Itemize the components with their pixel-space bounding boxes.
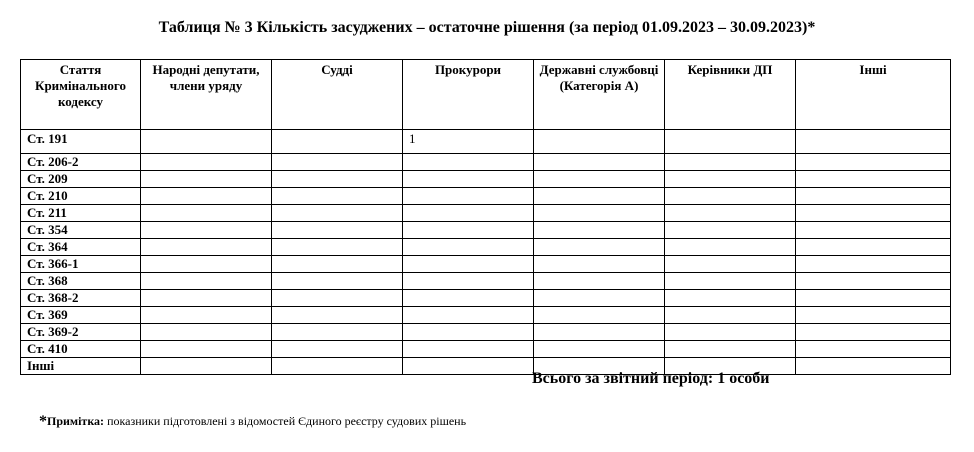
article-cell: Інші bbox=[21, 358, 141, 375]
article-cell: Ст. 211 bbox=[21, 205, 141, 222]
article-cell: Ст. 369 bbox=[21, 307, 141, 324]
header-prosecutors: Прокурори bbox=[403, 60, 534, 130]
value-cell bbox=[796, 273, 951, 290]
article-cell: Ст. 366-1 bbox=[21, 256, 141, 273]
table-row bbox=[21, 358, 951, 375]
value-cell bbox=[141, 324, 272, 341]
value-cell bbox=[796, 130, 951, 154]
convictions-table bbox=[20, 59, 951, 375]
header-mps: Народні депутати, члени уряду bbox=[141, 60, 272, 130]
value-cell bbox=[665, 256, 796, 273]
value-cell bbox=[272, 256, 403, 273]
article-cell: Ст. 410 bbox=[21, 341, 141, 358]
value-cell bbox=[272, 290, 403, 307]
value-cell bbox=[665, 130, 796, 154]
table-row bbox=[21, 222, 951, 239]
article-cell: Ст. 206-2 bbox=[21, 154, 141, 171]
value-cell bbox=[403, 256, 534, 273]
value-cell bbox=[272, 205, 403, 222]
value-cell bbox=[403, 188, 534, 205]
article-cell: Ст. 369-2 bbox=[21, 324, 141, 341]
table-row bbox=[21, 256, 951, 273]
value-cell bbox=[534, 130, 665, 154]
value-cell bbox=[796, 307, 951, 324]
value-cell bbox=[665, 273, 796, 290]
value-cell bbox=[665, 307, 796, 324]
value-cell bbox=[665, 188, 796, 205]
value-cell bbox=[665, 290, 796, 307]
value-cell bbox=[534, 222, 665, 239]
value-cell bbox=[272, 130, 403, 154]
value-cell bbox=[534, 171, 665, 188]
header-civil-servants: Державні службовці (Категорія А) bbox=[534, 60, 665, 130]
value-cell bbox=[796, 358, 951, 375]
table-row bbox=[21, 205, 951, 222]
value-cell bbox=[534, 324, 665, 341]
table-row bbox=[21, 307, 951, 324]
value-cell bbox=[403, 324, 534, 341]
value-cell bbox=[403, 307, 534, 324]
value-cell bbox=[141, 307, 272, 324]
value-cell bbox=[272, 273, 403, 290]
value-cell bbox=[272, 341, 403, 358]
footnote bbox=[39, 413, 466, 430]
value-cell bbox=[403, 239, 534, 256]
table-row bbox=[21, 239, 951, 256]
value-cell bbox=[141, 256, 272, 273]
value-cell bbox=[272, 222, 403, 239]
value-cell bbox=[272, 307, 403, 324]
value-cell bbox=[141, 130, 272, 154]
value-cell bbox=[796, 171, 951, 188]
value-cell bbox=[796, 222, 951, 239]
value-cell bbox=[534, 188, 665, 205]
value-cell bbox=[403, 341, 534, 358]
table-body bbox=[21, 130, 951, 375]
value-cell bbox=[665, 324, 796, 341]
value-cell bbox=[141, 239, 272, 256]
value-cell bbox=[272, 358, 403, 375]
value-cell bbox=[141, 188, 272, 205]
article-cell: Ст. 210 bbox=[21, 188, 141, 205]
value-cell bbox=[796, 205, 951, 222]
value-cell: 1 bbox=[403, 130, 534, 154]
value-cell bbox=[141, 341, 272, 358]
value-cell bbox=[665, 154, 796, 171]
value-cell bbox=[534, 154, 665, 171]
article-cell: Ст. 368-2 bbox=[21, 290, 141, 307]
value-cell bbox=[796, 239, 951, 256]
table-row bbox=[21, 130, 951, 154]
value-cell bbox=[534, 307, 665, 324]
header-article: Стаття Кримінального кодексу bbox=[21, 60, 141, 130]
table-title: Таблиця № 3 Кількість засуджених – остаточне рішення (за період 01.09.2023 – 30.09.2023)* bbox=[158, 19, 816, 36]
value-cell bbox=[403, 290, 534, 307]
table-row bbox=[21, 188, 951, 205]
value-cell bbox=[403, 154, 534, 171]
header-row bbox=[21, 60, 951, 130]
value-cell bbox=[665, 341, 796, 358]
value-cell bbox=[796, 341, 951, 358]
value-cell bbox=[534, 341, 665, 358]
footnote-marker: * bbox=[39, 413, 47, 430]
table-row bbox=[21, 324, 951, 341]
value-cell bbox=[665, 239, 796, 256]
article-cell: Ст. 364 bbox=[21, 239, 141, 256]
value-cell bbox=[534, 256, 665, 273]
value-cell bbox=[796, 154, 951, 171]
value-cell bbox=[534, 290, 665, 307]
value-cell bbox=[141, 222, 272, 239]
table-row bbox=[21, 273, 951, 290]
value-cell bbox=[272, 239, 403, 256]
value-cell bbox=[403, 273, 534, 290]
article-cell: Ст. 209 bbox=[21, 171, 141, 188]
value-cell bbox=[141, 290, 272, 307]
value-cell bbox=[665, 205, 796, 222]
value-cell bbox=[796, 256, 951, 273]
article-cell: Ст. 191 bbox=[21, 130, 141, 154]
table-row bbox=[21, 154, 951, 171]
value-cell bbox=[403, 358, 534, 375]
header-soe-heads: Керівники ДП bbox=[665, 60, 796, 130]
footnote-text: показники підготовлені з відомостей Єдиного реєстру судових рішень bbox=[107, 414, 467, 428]
value-cell bbox=[141, 273, 272, 290]
value-cell bbox=[272, 171, 403, 188]
article-cell: Ст. 354 bbox=[21, 222, 141, 239]
value-cell bbox=[403, 171, 534, 188]
value-cell bbox=[534, 273, 665, 290]
value-cell bbox=[403, 222, 534, 239]
value-cell bbox=[796, 324, 951, 341]
value-cell bbox=[796, 188, 951, 205]
table-row bbox=[21, 171, 951, 188]
value-cell bbox=[403, 205, 534, 222]
footnote-label: Примітка: bbox=[47, 414, 105, 428]
value-cell bbox=[796, 290, 951, 307]
value-cell bbox=[272, 154, 403, 171]
value-cell bbox=[141, 154, 272, 171]
value-cell bbox=[272, 324, 403, 341]
value-cell bbox=[534, 239, 665, 256]
header-judges: Судді bbox=[272, 60, 403, 130]
value-cell bbox=[665, 222, 796, 239]
value-cell bbox=[141, 205, 272, 222]
total-summary: Всього за звітний період: 1 особи bbox=[532, 370, 770, 387]
value-cell bbox=[141, 171, 272, 188]
value-cell bbox=[272, 188, 403, 205]
table-row bbox=[21, 290, 951, 307]
value-cell bbox=[665, 171, 796, 188]
header-others: Інші bbox=[796, 60, 951, 130]
value-cell bbox=[534, 205, 665, 222]
article-cell: Ст. 368 bbox=[21, 273, 141, 290]
value-cell bbox=[141, 358, 272, 375]
table-row bbox=[21, 341, 951, 358]
